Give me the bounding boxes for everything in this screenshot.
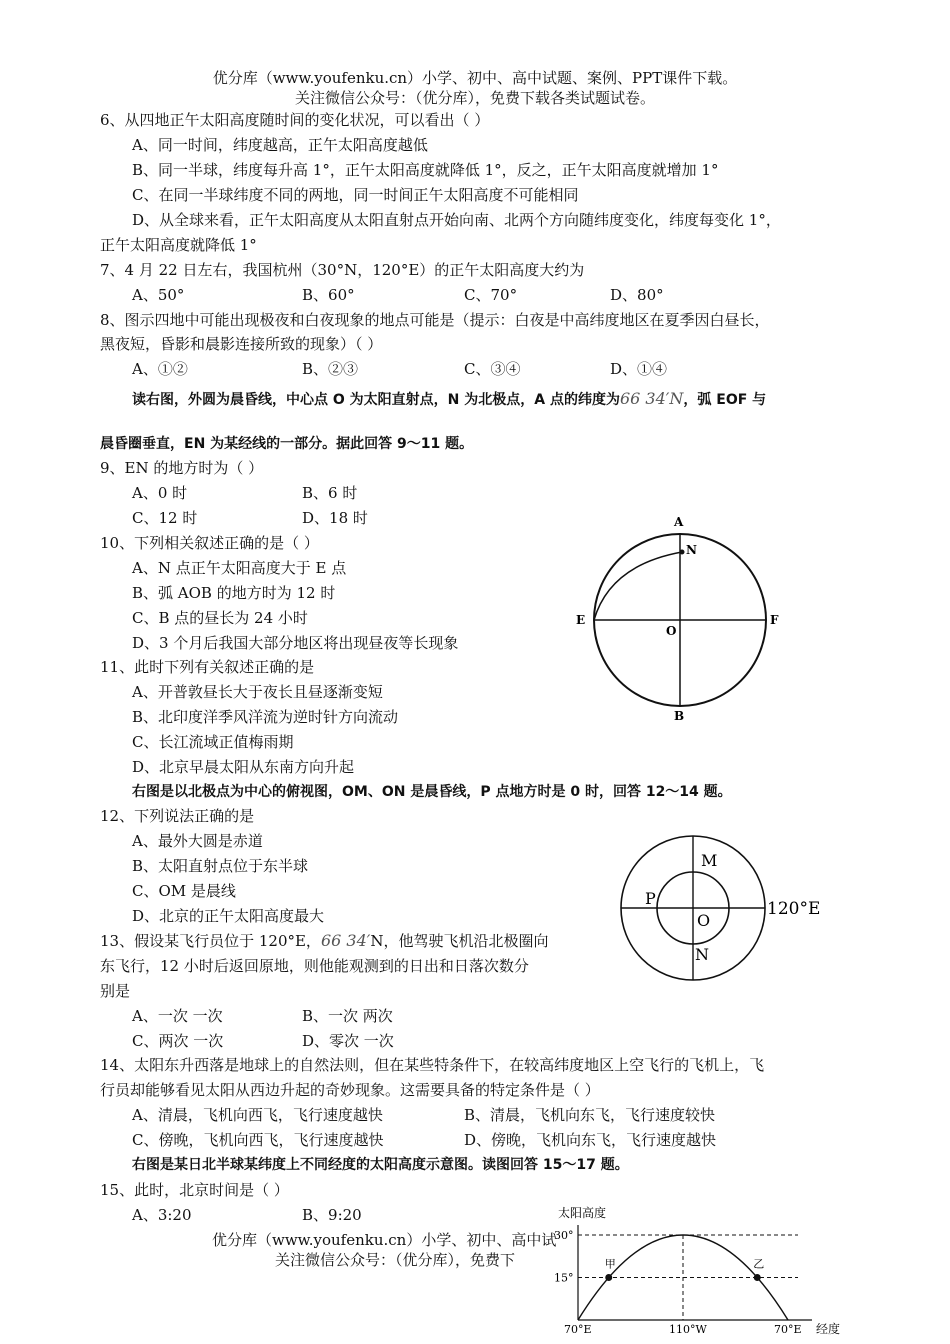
q12-option-c: C、OM 是晨线 xyxy=(132,882,236,900)
header-line-2: 关注微信公众号：（优分库），免费下载各类试题试卷。 xyxy=(294,89,655,107)
q10-option-c: C、B 点的昼长为 24 小时 xyxy=(132,609,308,627)
q7-stem: 7、4 月 22 日左右，我国杭州（30°N，120°E）的正午太阳高度大约为 xyxy=(100,261,585,279)
label-n: N xyxy=(686,543,697,557)
q11-stem: 11、此时下列有关叙述正确的是 xyxy=(100,658,315,676)
q12-option-d: D、北京的正午太阳高度最大 xyxy=(132,907,325,925)
q9-stem: 9、EN 的地方时为（ ） xyxy=(100,459,264,477)
latitude-value: 66 34′ xyxy=(320,931,371,950)
q9-option-c: C、12 时 xyxy=(132,509,198,527)
q8-option-b: B、②③ xyxy=(302,360,359,378)
q14-stem-cont: 行员却能够看见太阳从西边升起的奇妙现象。这需要具备的特定条件是（ ） xyxy=(100,1081,600,1099)
q15-option-b: B、9:20 xyxy=(302,1206,362,1224)
q8-stem-cont: 黑夜短，昏影和晨影连接所致的现象）（ ） xyxy=(100,335,383,353)
point-jia xyxy=(605,1274,612,1281)
q11-option-a: A、开普敦昼长大于夜长且昼逐渐变短 xyxy=(132,683,383,701)
point-label: 乙 xyxy=(753,1257,765,1271)
q6-option-d: D、从全球来看，正午太阳高度从太阳直射点开始向南、北两个方向随纬度变化，纬度每变化 1°， xyxy=(132,211,781,229)
label-m: M xyxy=(701,851,718,870)
q14-option-c: C、傍晚，飞机向西飞，飞行速度越快 xyxy=(132,1131,384,1149)
q14-option-d: D、傍晚，飞机向东飞，飞行速度越快 xyxy=(464,1131,717,1149)
label-120e: 120°E xyxy=(767,899,821,919)
q11-option-b: B、北印度洋季风洋流为逆时针方向流动 xyxy=(132,708,399,726)
label-n: N xyxy=(695,945,709,964)
q7-option-a: A、50° xyxy=(132,286,185,304)
q6-option-b: B、同一半球，纬度每升高 1°，正午太阳高度就降低 1°，反之，正午太阳高度就增加 1° xyxy=(132,161,719,179)
point-yi xyxy=(754,1274,761,1281)
point-label: 甲 xyxy=(604,1257,616,1271)
figure-polar-view xyxy=(615,830,840,990)
q14-option-a: A、清晨，飞机向西飞，飞行速度越快 xyxy=(132,1106,383,1124)
intro-9-11: 读右图，外圆为晨昏线，中心点 O 为太阳直射点，N 为北极点，A 点的纬度为66 34′N，弧 EOF 与 xyxy=(132,389,767,408)
q9-option-d: D、18 时 xyxy=(302,509,368,527)
q6-option-c: C、在同一半球纬度不同的两地，同一时间正午太阳高度不可能相同 xyxy=(132,186,579,204)
q6-option-a: A、同一时间，纬度越高，正午太阳高度越低 xyxy=(132,136,428,154)
q14-option-b: B、清晨，飞机向东飞，飞行速度较快 xyxy=(464,1106,716,1124)
label-b: B xyxy=(674,709,685,723)
q8-option-c: C、③④ xyxy=(464,360,521,378)
q14-stem: 14、太阳东升西落是地球上的自然法则，但在某些特条件下，在较高纬度地区上空飞行的飞机上，飞 xyxy=(100,1056,765,1074)
meridian-arc-en xyxy=(594,552,682,620)
q7-option-c: C、70° xyxy=(464,286,518,304)
label-e: E xyxy=(576,613,586,627)
label-o: O xyxy=(666,624,677,638)
north-pole-point xyxy=(680,550,685,555)
label-p: P xyxy=(645,889,656,908)
q8-option-a: A、①② xyxy=(132,360,188,378)
figure-terminator-circle xyxy=(570,510,800,725)
footer-line-1: 优分库（www.youfenku.cn）小学、初中、高中试 xyxy=(212,1231,557,1249)
intro-9-11-cont: 晨昏圈垂直，EN 为某经线的一部分。据此回答 9～11 题。 xyxy=(100,436,474,452)
q12-stem: 12、下列说法正确的是 xyxy=(100,807,255,825)
q6-stem: 6、从四地正午太阳高度随时间的变化状况，可以看出（ ） xyxy=(100,111,490,129)
q10-option-a: A、N 点正午太阳高度大于 E 点 xyxy=(132,559,347,577)
q15-option-a: A、3:20 xyxy=(132,1206,192,1224)
q8-stem: 8、图示四地中可能出现极夜和白夜现象的地点可能是（提示：白夜是中高纬度地区在夏季因白昼长， xyxy=(100,311,770,329)
q9-option-a: A、0 时 xyxy=(132,484,188,502)
label-a: A xyxy=(674,515,684,529)
q13-option-b: B、一次 两次 xyxy=(302,1007,393,1025)
x-tick-label: 70°E xyxy=(564,1323,592,1336)
label-o: O xyxy=(697,911,711,930)
q13-option-a: A、一次 一次 xyxy=(132,1007,223,1025)
sun-altitude-chart xyxy=(550,1205,850,1339)
q13-stem: 13、假设某飞行员位于 120°E，66 34′N，他驾驶飞机沿北极圈向 xyxy=(100,931,549,950)
q11-option-c: C、长江流域正值梅雨期 xyxy=(132,733,294,751)
q10-stem: 10、下列相关叙述正确的是（ ） xyxy=(100,534,319,552)
latitude-value: 66 34′N xyxy=(619,389,684,408)
q9-option-b: B、6 时 xyxy=(302,484,358,502)
q8-option-d: D、①④ xyxy=(610,360,668,378)
footer-line-2: 关注微信公众号：（优分库），免费下 xyxy=(275,1251,516,1269)
x-tick-label: 110°W xyxy=(669,1323,707,1336)
q6-option-d-cont: 正午太阳高度就降低 1° xyxy=(100,236,257,254)
q13-option-d: D、零次 一次 xyxy=(302,1032,394,1050)
y-tick-label: 30° xyxy=(554,1229,574,1242)
q15-stem: 15、此时，北京时间是（ ） xyxy=(100,1181,289,1199)
q13-option-c: C、两次 一次 xyxy=(132,1032,224,1050)
intro-12-14: 右图是以北极点为中心的俯视图，OM、ON 是晨昏线，P 点地方时是 0 时，回答 12～14 题。 xyxy=(132,784,732,800)
label-f: F xyxy=(770,613,779,627)
q11-option-d: D、北京早晨太阳从东南方向升起 xyxy=(132,758,355,776)
x-axis-label: 经度 xyxy=(816,1322,841,1336)
q13-stem-cont: 东飞行，12 小时后返回原地，则他能观测到的日出和日落次数分 xyxy=(100,957,529,975)
q12-option-b: B、太阳直射点位于东半球 xyxy=(132,857,309,875)
y-axis-label: 太阳高度 xyxy=(558,1206,607,1220)
y-tick-label: 15° xyxy=(554,1271,574,1285)
header-line-1: 优分库（www.youfenku.cn）小学、初中、高中试题、案例、PPT课件下载。 xyxy=(212,69,738,87)
q7-option-b: B、60° xyxy=(302,286,355,304)
q7-option-d: D、80° xyxy=(610,286,664,304)
q10-option-b: B、弧 AOB 的地方时为 12 时 xyxy=(132,584,336,602)
q10-option-d: D、3 个月后我国大部分地区将出现昼夜等长现象 xyxy=(132,634,459,652)
x-tick-label: 70°E xyxy=(774,1323,802,1336)
q13-stem-cont2: 别是 xyxy=(100,982,131,1000)
intro-15-17: 右图是某日北半球某纬度上不同经度的太阳高度示意图。读图回答 15～17 题。 xyxy=(132,1157,629,1173)
q12-option-a: A、最外大圆是赤道 xyxy=(132,832,263,850)
